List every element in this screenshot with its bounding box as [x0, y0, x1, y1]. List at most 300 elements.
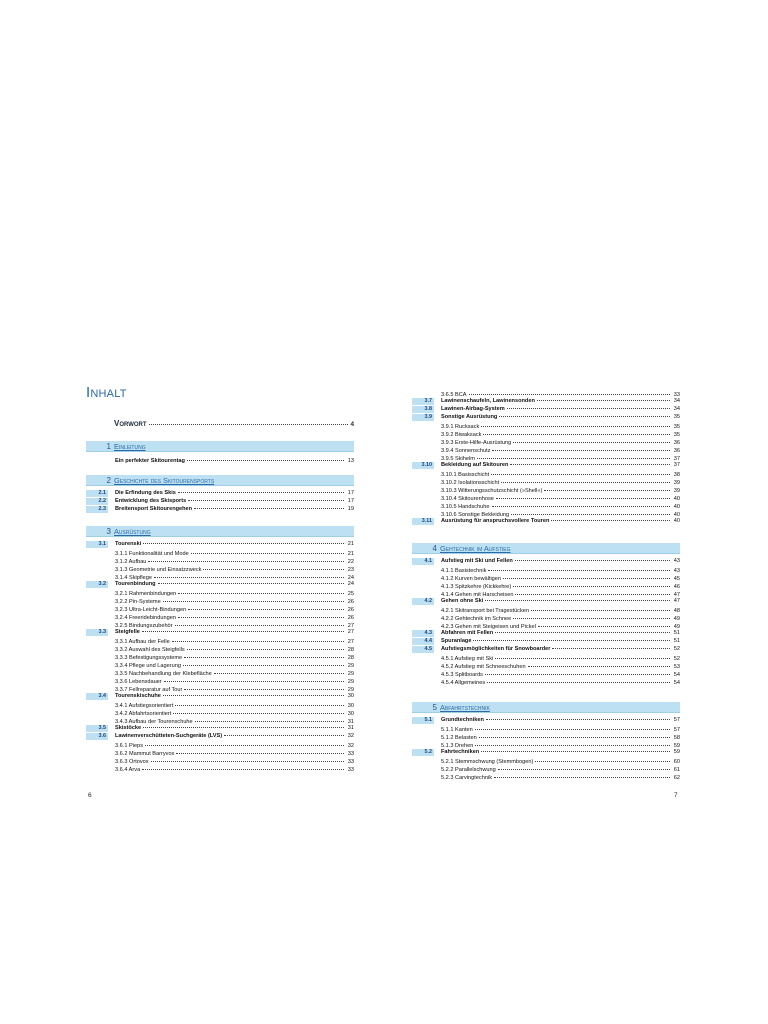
toc-entry-number [86, 455, 108, 462]
toc-subentry[interactable] [86, 604, 354, 612]
leader-dots [538, 626, 670, 627]
toc-entry-label: 4.2.1 Skitransport bei Tragestücken [441, 608, 529, 614]
toc-entry-vorwort[interactable] [114, 419, 354, 428]
toc-entry[interactable] [412, 597, 680, 605]
toc-entry-label: 3.1.2 Aufbau [115, 559, 147, 565]
toc-entry-label: Lawinen-Airbag-System [441, 406, 505, 412]
leader-dots [214, 673, 344, 674]
toc-entry-number: 4.3 [412, 630, 434, 637]
toc-entry-label: Steigfelle [115, 629, 140, 635]
leader-dots [164, 681, 344, 682]
leader-dots [496, 498, 670, 499]
toc-entry-page: 58 [673, 735, 680, 741]
toc-subentry[interactable] [86, 740, 354, 748]
toc-entry-page: 49 [673, 616, 680, 622]
toc-entry-list [412, 389, 680, 525]
leader-dots [552, 648, 670, 649]
toc-entry[interactable] [412, 413, 680, 421]
toc-entry-number [412, 501, 434, 508]
toc-entry-page: 36 [673, 448, 680, 454]
toc-entry-label: Breitensport Skitourengehen [115, 506, 193, 512]
toc-entry-label: Aufstieg mit Ski und Fellen [441, 558, 513, 564]
toc-entry-label: 3.2.3 Ultra-Leicht-Bindungen [115, 607, 187, 613]
leader-dots [551, 520, 670, 521]
toc-entry[interactable] [86, 724, 354, 732]
toc-subentry[interactable] [86, 684, 354, 692]
toc-entry-page: 26 [347, 615, 354, 621]
toc-subentry[interactable] [412, 437, 680, 445]
toc-entry-page: 45 [673, 576, 680, 582]
toc-subentry[interactable] [86, 668, 354, 676]
toc-entry-page: 40 [673, 518, 680, 524]
toc-entry-list [86, 455, 354, 463]
toc-entry-page: 34 [673, 406, 680, 412]
toc-subentry[interactable] [412, 445, 680, 453]
chapter-title: Einleitung [114, 441, 146, 451]
toc-entry[interactable] [86, 732, 354, 740]
chapter-title: Gehtechnik im Aufstieg [440, 543, 511, 553]
toc-subentry[interactable] [412, 501, 680, 509]
toc-subentry[interactable] [86, 756, 354, 764]
toc-entry-page: 30 [347, 693, 354, 699]
toc-entry[interactable] [412, 397, 680, 405]
toc-entry-page: 35 [673, 414, 680, 420]
toc-entry-page: 49 [673, 624, 680, 630]
toc-entry-label: 3.10.2 Isolationsschicht [441, 480, 500, 486]
toc-entry-number [86, 700, 108, 707]
leader-dots [501, 482, 670, 483]
toc-entry[interactable] [86, 628, 354, 636]
toc-entry-label: 3.1.1 Funktionalität und Mode [115, 551, 189, 557]
toc-subentry[interactable] [412, 613, 680, 621]
toc-subentry[interactable] [86, 700, 354, 708]
toc-entry-label: 5.1.3 Drehen [441, 743, 474, 749]
toc-entry-number [412, 437, 434, 444]
toc-subentry[interactable] [412, 756, 680, 764]
toc-entry-page: 27 [347, 639, 354, 645]
toc-entry-label: Vorwort [114, 419, 147, 428]
toc-entry-label: 3.4.3 Aufbau der Tourenschuhe [115, 719, 193, 725]
leader-dots [203, 569, 344, 570]
toc-entry-label: Ausrüstung für anspruchsvollere Touren [441, 518, 550, 524]
page-number: 6 [88, 792, 92, 799]
toc-entry-number [86, 660, 108, 667]
toc-entry[interactable] [412, 461, 680, 469]
toc-section [86, 475, 354, 513]
toc-entry-label: 3.2.4 Freeridebindungen [115, 615, 176, 621]
toc-entry-number: 3.7 [412, 398, 434, 405]
toc-subentry[interactable] [412, 653, 680, 661]
toc-subentry[interactable] [412, 573, 680, 581]
toc-entry-number [412, 669, 434, 676]
toc-subentry[interactable] [86, 708, 354, 716]
toc-entry-page: 43 [673, 558, 680, 564]
toc-entry-page: 40 [673, 504, 680, 510]
toc-entry-number [412, 581, 434, 588]
leader-dots [149, 424, 349, 425]
toc-entry[interactable] [412, 637, 680, 645]
toc-entry-number [412, 469, 434, 476]
toc-entry[interactable] [86, 580, 354, 588]
toc-subentry[interactable] [412, 740, 680, 748]
toc-entry-number [412, 621, 434, 628]
toc-entry-label: Tourenbindung [115, 581, 156, 587]
toc-entry[interactable] [86, 505, 354, 513]
toc-entry-label: 3.3.6 Lebensdauer [115, 679, 162, 685]
toc-entry-label: Ein perfekter Skitourentag [115, 458, 185, 464]
toc-subentry[interactable] [412, 453, 680, 461]
toc-entry-number [86, 556, 108, 563]
toc-entry-label: 3.6.3 Ortovox [115, 759, 149, 765]
toc-entry-label: 4.2.2 Gehtechnik im Schnee [441, 616, 512, 622]
leader-dots [488, 570, 670, 571]
toc-entry-number [412, 573, 434, 580]
toc-section [86, 526, 354, 772]
toc-entry-page: 57 [673, 717, 680, 723]
toc-entry[interactable] [86, 455, 354, 463]
toc-entry-label: 3.9.2 Biwaksack [441, 432, 482, 438]
toc-entry-page: 53 [673, 664, 680, 670]
toc-entry-page: 35 [673, 432, 680, 438]
toc-entry-label: 3.1.4 Skipflege [115, 575, 153, 581]
chapter-heading-bar[interactable] [86, 475, 354, 486]
toc-section [412, 702, 680, 780]
leader-dots [184, 689, 344, 690]
leader-dots [515, 560, 670, 561]
toc-entry-label: 3.3.1 Aufbau der Felle [115, 639, 170, 645]
toc-subentry[interactable] [86, 748, 354, 756]
toc-entry-label: Die Erfindung des Skis [115, 490, 176, 496]
toc-subentry[interactable] [412, 772, 680, 780]
toc-entry[interactable] [412, 748, 680, 756]
leader-dots [481, 751, 670, 752]
leader-dots [487, 682, 670, 683]
toc-entry-page: 33 [347, 751, 354, 757]
toc-subentry[interactable] [412, 509, 680, 517]
toc-entry-number [412, 485, 434, 492]
toc-subentry[interactable] [412, 589, 680, 597]
toc-entry-number [86, 708, 108, 715]
toc-entry-number: 4.5 [412, 646, 434, 653]
toc-subentry[interactable] [412, 605, 680, 613]
toc-entry-label: 3.4.1 Aufstiegsorientiert [115, 703, 174, 709]
toc-entry-label: 3.10.6 Sonstige Bekleidung [441, 512, 510, 518]
toc-entry-label: Tourenskischuhe [115, 693, 161, 699]
toc-entry-page: 26 [347, 599, 354, 605]
leader-dots [195, 721, 344, 722]
toc-subentry[interactable] [86, 660, 354, 668]
leader-dots [513, 442, 670, 443]
toc-entry-number: 3.9 [412, 414, 434, 421]
leader-dots [483, 434, 670, 435]
toc-entry-number [412, 653, 434, 660]
toc-entry[interactable] [412, 405, 680, 413]
toc-entry-label: Skistöcke [115, 725, 142, 731]
toc-entry-number: 3.5 [86, 725, 108, 732]
toc-subentry[interactable] [86, 596, 354, 604]
toc-entry-number [412, 756, 434, 763]
chapter-title: Ausrüstung [114, 526, 151, 536]
toc-entry-page: 48 [673, 608, 680, 614]
chapter-number: 4 [432, 543, 437, 553]
leader-dots [142, 769, 344, 770]
toc-subentry[interactable] [86, 564, 354, 572]
leader-dots [178, 617, 344, 618]
toc-entry-label: 3.9.1 Rucksack [441, 424, 480, 430]
toc-subentry[interactable] [412, 389, 680, 397]
chapter-heading-bar[interactable] [86, 526, 354, 537]
toc-subentry[interactable] [412, 661, 680, 669]
toc-entry-label: 3.2.2 Pin-Systeme [115, 599, 161, 605]
toc-subentry[interactable] [86, 588, 354, 596]
toc-entry-number [86, 564, 108, 571]
toc-entry-label: 3.3.5 Nachbehandlung der Klebefläche [115, 671, 212, 677]
toc-entry-number [412, 613, 434, 620]
toc-entry-page: 39 [673, 480, 680, 486]
toc-subentry[interactable] [86, 612, 354, 620]
toc-subentry[interactable] [86, 556, 354, 564]
toc-entry-number [86, 676, 108, 683]
toc-entry-page: 22 [347, 559, 354, 565]
toc-subentry[interactable] [412, 485, 680, 493]
toc-entry-label: 3.1.3 Geometrie und Einsatzzweck [115, 567, 202, 573]
leader-dots [511, 514, 670, 515]
toc-entry-number [86, 716, 108, 723]
toc-entry-page: 23 [347, 567, 354, 573]
toc-entry-page: 43 [673, 568, 680, 574]
toc-subentry[interactable] [412, 477, 680, 485]
leader-dots [491, 474, 670, 475]
toc-entry-page: 33 [673, 392, 680, 398]
toc-entry[interactable] [412, 629, 680, 637]
chapter-heading-bar[interactable] [86, 441, 354, 452]
toc-entry[interactable] [412, 517, 680, 525]
toc-entry-page: 37 [673, 456, 680, 462]
toc-subentry[interactable] [86, 716, 354, 724]
toc-entry-page: 29 [347, 663, 354, 669]
toc-entry-label: Aufstiegsmöglichkeiten für Snowboarder [441, 646, 551, 652]
toc-entry-number [86, 764, 108, 771]
toc-entry-page: 54 [673, 672, 680, 678]
leader-dots [188, 609, 344, 610]
leader-dots [194, 508, 344, 509]
toc-entry-number [412, 493, 434, 500]
toc-entry[interactable] [86, 489, 354, 497]
leader-dots [148, 561, 344, 562]
toc-subentry[interactable] [412, 581, 680, 589]
toc-entry-number: 3.10 [412, 462, 434, 469]
toc-entry-number [412, 421, 434, 428]
toc-entry-page: 27 [347, 623, 354, 629]
toc-entry-label: 4.5.3 Splitboards [441, 672, 483, 678]
toc-entry-number [86, 636, 108, 643]
toc-entry-label: Fahrtechniken [441, 749, 480, 755]
leader-dots [495, 658, 670, 659]
toc-subentry[interactable] [86, 620, 354, 628]
chapter-number: 5 [432, 702, 437, 712]
toc-entry-number [412, 677, 434, 684]
leader-dots [485, 600, 670, 601]
toc-entry-page: 32 [347, 733, 354, 739]
toc-entry-label: 3.2.5 Bindungszubehör [115, 623, 173, 629]
toc-entry-number [86, 604, 108, 611]
toc-entry-page: 28 [347, 655, 354, 661]
toc-entry-label: 4.1.2 Kurven bewältigen [441, 576, 502, 582]
toc-subentry[interactable] [412, 764, 680, 772]
toc-entry-number: 3.6 [86, 733, 108, 740]
toc-subentry[interactable] [412, 677, 680, 685]
toc-entry-page: 21 [347, 551, 354, 557]
toc-entry-number [86, 644, 108, 651]
toc-entry-number [412, 565, 434, 572]
leader-dots [224, 735, 344, 736]
toc-entry-number [412, 429, 434, 436]
toc-entry-label: 3.4.2 Abfahrtsorientiert [115, 711, 172, 717]
toc-entry-number [86, 756, 108, 763]
toc-entry[interactable] [412, 557, 680, 565]
toc-subentry[interactable] [86, 652, 354, 660]
toc-subentry[interactable] [412, 429, 680, 437]
toc-entry-label: 3.2.1 Rahmenbindungen [115, 591, 177, 597]
toc-entry-number: 3.11 [412, 518, 434, 525]
toc-entry-number [412, 509, 434, 516]
toc-subentry[interactable] [412, 669, 680, 677]
toc-entry-label: Gehen ohne Ski [441, 598, 484, 604]
toc-entry-number [412, 772, 434, 779]
toc-entry[interactable] [86, 497, 354, 505]
leader-dots [494, 777, 670, 778]
toc-entry-page: 28 [347, 647, 354, 653]
toc-entry-label: 5.1.2 Belasten [441, 735, 477, 741]
toc-subentry[interactable] [412, 565, 680, 573]
toc-entry-label: Abfahren mit Fellen [441, 630, 494, 636]
toc-subentry[interactable] [412, 732, 680, 740]
toc-subentry[interactable] [86, 644, 354, 652]
toc-entry-page: 62 [673, 775, 680, 781]
toc-subentry[interactable] [86, 676, 354, 684]
toc-entry-number: 2.3 [86, 506, 108, 513]
chapter-title: Abfahrtstechnik [440, 702, 490, 712]
toc-entry-label: 3.6.2 Mammut Barryvox [115, 751, 175, 757]
leader-dots [143, 543, 344, 544]
toc-entry-page: 27 [347, 629, 354, 635]
toc-entry-number [86, 668, 108, 675]
toc-subentry[interactable] [86, 764, 354, 772]
toc-entry[interactable] [412, 716, 680, 724]
toc-entry-label: 5.2.1 Stemmschwung (Stemmbogen) [441, 759, 534, 765]
toc-entry-number [412, 445, 434, 452]
toc-subentry[interactable] [412, 724, 680, 732]
toc-entry-label: Tourenski [115, 541, 142, 547]
toc-entry-number [86, 652, 108, 659]
toc-subentry[interactable] [412, 621, 680, 629]
leader-dots [175, 625, 344, 626]
leader-dots [544, 490, 670, 491]
leader-dots [498, 769, 670, 770]
page-title: Inhalt [86, 384, 127, 401]
toc-entry-label: 3.3.7 Fellreparatur auf Tour [115, 687, 183, 693]
toc-entry-label: 3.10.4 Skitourenhose [441, 496, 494, 502]
toc-subentry[interactable] [412, 469, 680, 477]
toc-entry-number [412, 732, 434, 739]
leader-dots [163, 695, 344, 696]
toc-entry-page: 37 [673, 462, 680, 468]
chapter-heading-bar[interactable] [412, 543, 680, 554]
toc-entry-label: Lawinenschaufeln, Lawinensonden [441, 398, 535, 404]
leader-dots [143, 727, 344, 728]
toc-subentry[interactable] [412, 493, 680, 501]
chapter-title: Geschichte des Skitourensports [114, 475, 215, 485]
toc-entry-page: 32 [347, 743, 354, 749]
leader-dots [178, 492, 344, 493]
toc-entry-label: 3.3.3 Befestigungssysteme [115, 655, 183, 661]
toc-entry-page: 35 [673, 424, 680, 430]
toc-entry-page: 59 [673, 749, 680, 755]
leader-dots [176, 753, 344, 754]
toc-entry-number: 2.1 [86, 490, 108, 497]
leader-dots [537, 400, 670, 401]
toc-entry-number: 3.1 [86, 541, 108, 548]
toc-subentry[interactable] [86, 548, 354, 556]
toc-entry-number [86, 588, 108, 595]
toc-entry-number [412, 605, 434, 612]
toc-entry-number [86, 548, 108, 555]
toc-entry-list [412, 557, 680, 685]
leader-dots [492, 450, 670, 451]
toc-entry[interactable] [412, 645, 680, 653]
toc-subentry[interactable] [86, 636, 354, 644]
toc-entry-number: 3.3 [86, 629, 108, 636]
toc-subentry[interactable] [412, 421, 680, 429]
toc-entry-number [412, 589, 434, 596]
leader-dots [535, 761, 670, 762]
leader-dots [188, 500, 344, 501]
toc-entry-page: 47 [673, 592, 680, 598]
leader-dots [187, 460, 344, 461]
toc-entry-page: 29 [347, 687, 354, 693]
leader-dots [173, 713, 344, 714]
toc-entry-page: 17 [347, 490, 354, 496]
leader-dots [178, 593, 344, 594]
toc-entry-label: 3.6.4 Arva [115, 767, 141, 773]
toc-entry-page: 40 [673, 496, 680, 502]
toc-entry-page: 60 [673, 759, 680, 765]
toc-entry-page: 46 [673, 584, 680, 590]
leader-dots [142, 631, 344, 632]
toc-entry-number [412, 724, 434, 731]
toc-entry-page: 61 [673, 767, 680, 773]
toc-entry-page: 29 [347, 679, 354, 685]
toc-entry[interactable] [86, 540, 354, 548]
toc-entry-label: 3.6.1 Pieps [115, 743, 143, 749]
toc-entry-page: 30 [347, 703, 354, 709]
toc-entry-label: 3.3.2 Auswahl des Steigfells [115, 647, 185, 653]
toc-entry[interactable] [86, 692, 354, 700]
toc-subentry[interactable] [86, 572, 354, 580]
toc-entry-page: 4 [350, 421, 354, 428]
leader-dots [473, 640, 670, 641]
toc-entry-number [86, 612, 108, 619]
toc-entry-number: 3.2 [86, 581, 108, 588]
toc-entry-label: 4.2.3 Gehen mit Steigeisen und Pickel [441, 624, 536, 630]
toc-entry-number: 4.4 [412, 638, 434, 645]
toc-entry-number [86, 620, 108, 627]
chapter-heading-bar[interactable] [412, 702, 680, 713]
toc-entry-page: 39 [673, 488, 680, 494]
toc-entry-number [412, 661, 434, 668]
toc-entry-label: 3.9.5 Skihelm [441, 456, 475, 462]
toc-entry-number: 4.2 [412, 598, 434, 605]
